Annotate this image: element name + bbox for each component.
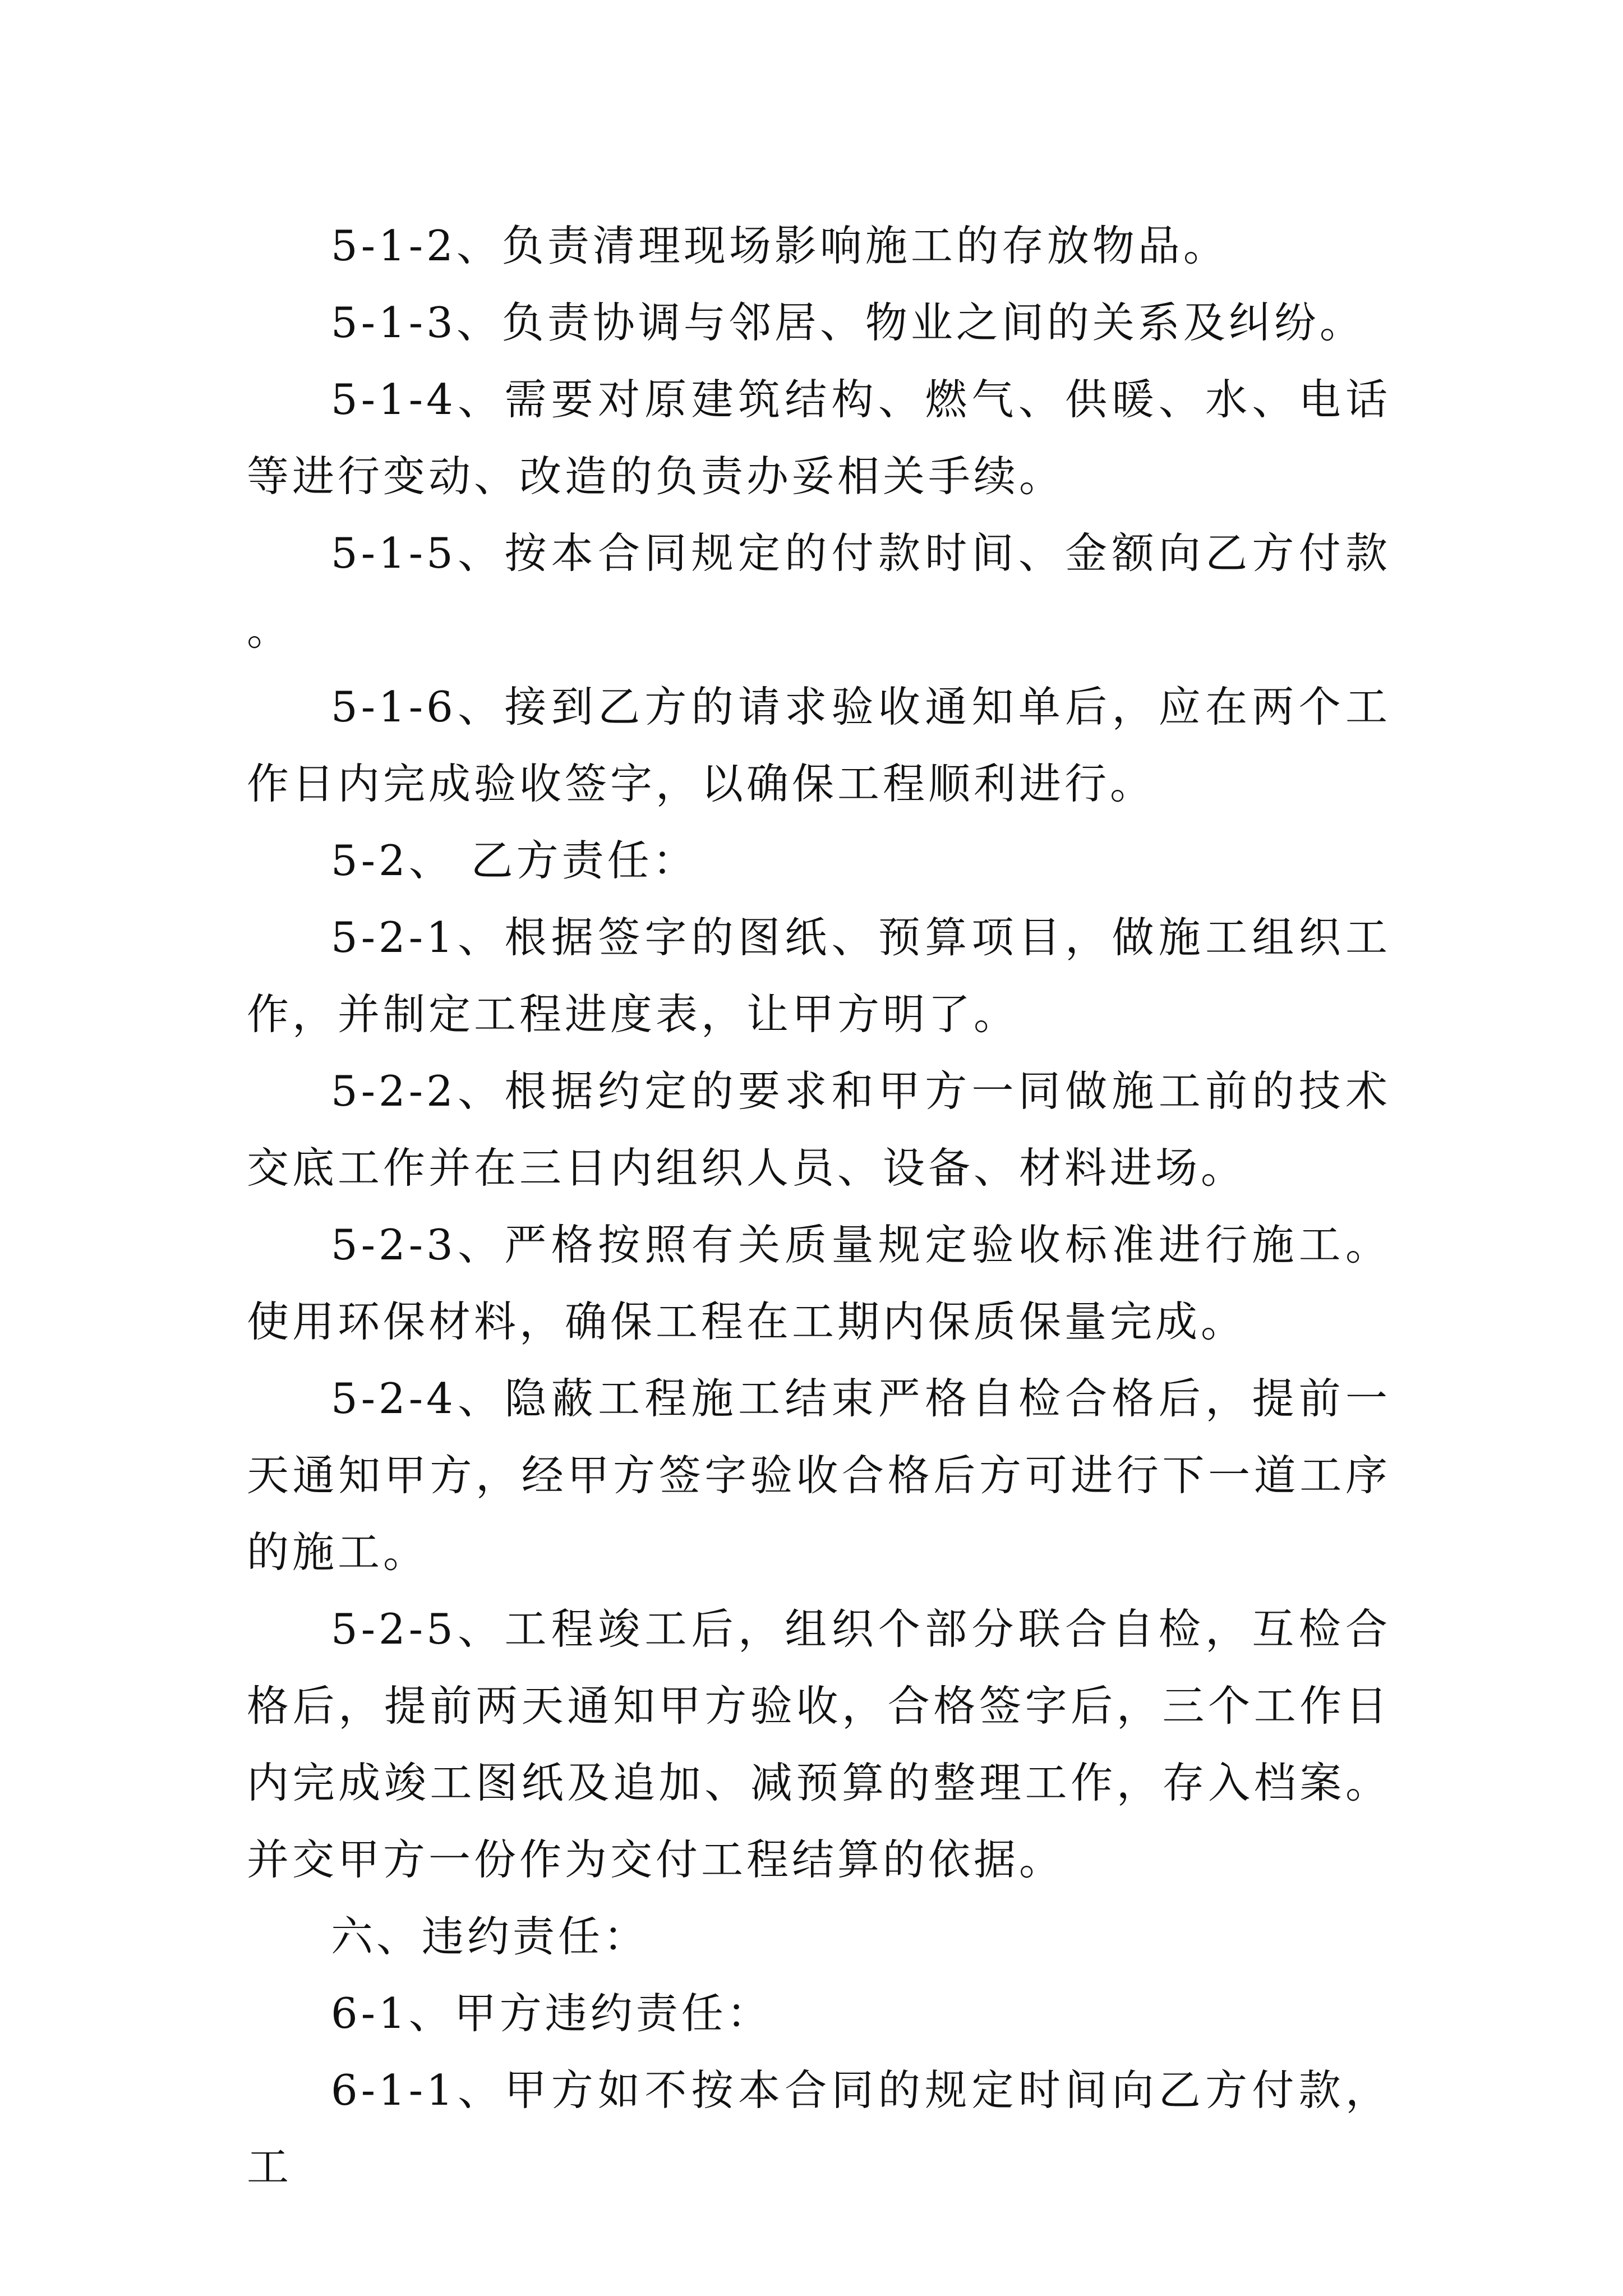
clause-5-2-5: 5-2-5、工程竣工后，组织个部分联合自检，互检合格后，提前两天通知甲方验收，合格签字后，三个工作日内完成竣工图纸及追加、减预算的整理工作，存入档案。并交甲方一份作为交付工程结算的依据。 bbox=[247, 1604, 1391, 1884]
section-6-1-heading: 6-1、甲方违约责任： bbox=[331, 1989, 772, 2038]
section-6-heading: 六、违约责任： bbox=[331, 1912, 649, 1961]
document-body bbox=[247, 208, 1391, 2206]
section-5-2-heading: 5-2、 乙方责任： bbox=[331, 836, 698, 885]
clause-5-2-2: 5-2-2、根据约定的要求和甲方一同做施工前的技术交底工作并在三日内组织人员、设备、材料进场。 bbox=[247, 1066, 1391, 1193]
clause-6-1-1: 6-1-1、甲方如不按本合同的规定时间向乙方付款，工 bbox=[247, 2065, 1391, 2192]
clause-5-2-4: 5-2-4、隐蔽工程施工结束严格自检合格后，提前一天通知甲方，经甲方签字验收合格后方可进行下一道工序的施工。 bbox=[247, 1374, 1391, 1577]
clause-5-1-2: 5-1-2、负责清理现场影响施工的存放物品。 bbox=[331, 221, 1229, 270]
clause-5-1-5: 5-1-5、按本合同规定的付款时间、金额向乙方付款。 bbox=[247, 528, 1391, 655]
clause-5-2-1: 5-2-1、根据签字的图纸、预算项目，做施工组织工作，并制定工程进度表，让甲方明了。 bbox=[247, 913, 1391, 1039]
clause-5-1-6: 5-1-6、接到乙方的请求验收通知单后，应在两个工作日内完成验收签字，以确保工程顺利进行。 bbox=[247, 682, 1391, 808]
clause-5-1-4: 5-1-4、需要对原建筑结构、燃气、供暖、水、电话等进行变动、改造的负责办妥相关手续。 bbox=[247, 375, 1391, 501]
clause-5-2-3: 5-2-3、严格按照有关质量规定验收标准进行施工。使用环保材料，确保工程在工期内保质保量完成。 bbox=[247, 1220, 1391, 1346]
clause-5-1-3: 5-1-3、负责协调与邻居、物业之间的关系及纠纷。 bbox=[331, 298, 1365, 347]
